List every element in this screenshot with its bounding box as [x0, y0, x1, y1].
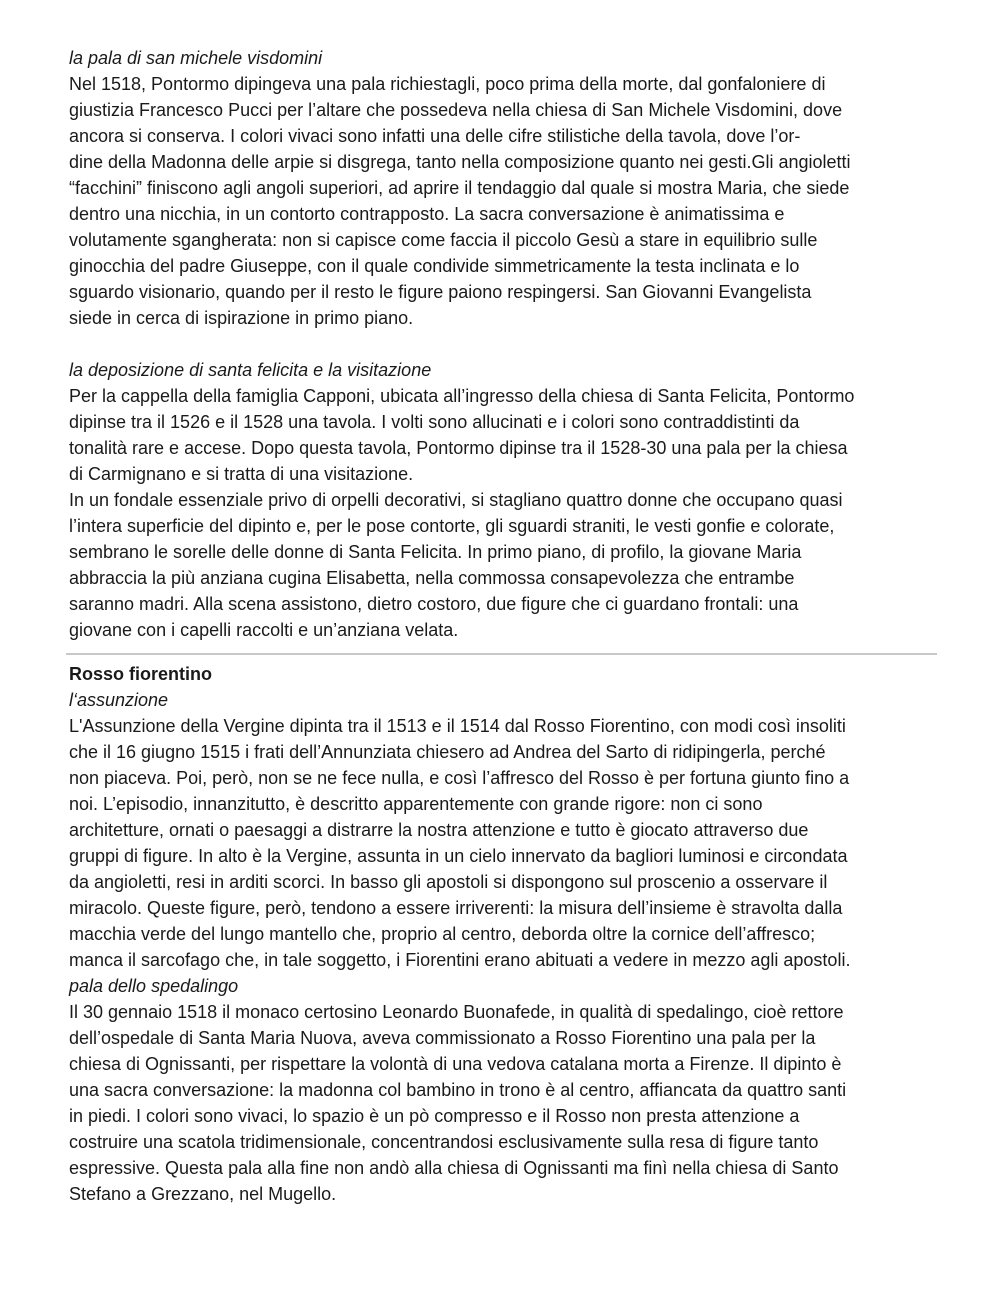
section-subtitle: la pala di san michele visdomini	[69, 48, 323, 68]
section-subtitle: la deposizione di santa felicita e la visitazione	[69, 360, 432, 380]
section-santa-felicita	[69, 357, 931, 643]
section-subtitle: pala dello spedalingo	[69, 976, 239, 996]
section-subtitle: l‘assunzione	[69, 690, 169, 710]
section-paragraph: In un fondale essenziale privo di orpelli decorativi, si stagliano quattro donne che occupano quasi l’intera superficie del dipinto e, per le pose contorte, gli sguardi straniti, le vesti gonfie e colorate, sembrano le sorelle delle donne di Santa Felicita. In primo piano, di profilo, la giovane Maria abbraccia la più anziana cugina Elisabetta, nella commossa consapevolezza che entrambe saranno madri. Alla scena assistono, dietro costoro, due figure che ci guardano frontali: una giovane con i capelli raccolti e un’anziana velata.	[69, 490, 843, 640]
section-san-michele-visdomini	[69, 45, 931, 331]
section-paragraph: Il 30 gennaio 1518 il monaco certosino Leonardo Buonafede, in qualità di spedalingo, cioè rettore dell’ospedale di Santa Maria Nuova, aveva commissionato a Rosso Fiorentino una pala per la chiesa di Ognissanti, per rispettare la volontà di una vedova catalana morta a Firenze. Il dipinto è una sacra conversazione: la madonna col bambino in trono è al centro, affiancata da quattro santi in piedi. I colori sono vivaci, lo spazio è un pò compresso e il Rosso non presta attenzione a costruire una scatola tridimensionale, concentrandosi esclusivamente sulla resa di figure tanto espressive. Questa pala alla fine non andò alla chiesa di Ognissanti ma finì nella chiesa di Santo Stefano a Grezzano, nel Mugello.	[69, 1002, 847, 1204]
section-rosso-fiorentino	[69, 661, 931, 1207]
section-paragraph: Nel 1518, Pontormo dipingeva una pala richiestagli, poco prima della morte, dal gonfaloniere di giustizia Francesco Pucci per l’altare che possedeva nella chiesa di San Michele Visdomini, dove ancora si conserva. I colori vivaci sono infatti una delle cifre stilistiche della tavola, dove l’or- dine della Madonna delle arpie si disgrega, tanto nella composizione quanto nei gesti.Gli angioletti “facchini” finiscono agli angoli superiori, ad aprire il tendaggio dal quale si mostra Maria, che siede dentro una nicchia, in un contorto contrapposto. La sacra conversazione è animatissima e volutamente sgangherata: non si capisce come faccia il piccolo Gesù a stare in equilibrio sulle ginocchia del padre Giuseppe, con il quale condivide simmetricamente la testa inclinata e lo sguardo visionario, quando per il resto le figure paiono respingersi. San Giovanni Evangelista siede in cerca di ispirazione in primo piano.	[69, 74, 851, 328]
paragraph-spacer	[69, 331, 931, 357]
section-paragraph: Per la cappella della famiglia Capponi, ubicata all’ingresso della chiesa di Santa Felicita, Pontormo dipinse tra il 1526 e il 1528 una tavola. I volti sono allucinati e i colori sono contraddistinti da tonalità rare e accese. Dopo questa tavola, Pontormo dipinse tra il 1528-30 una pala per la chiesa di Carmignano e si tratta di una visitazione.	[69, 386, 855, 484]
document-page	[69, 45, 931, 1207]
section-heading: Rosso fiorentino	[69, 664, 212, 684]
section-divider	[66, 653, 937, 655]
section-paragraph: L'Assunzione della Vergine dipinta tra il 1513 e il 1514 dal Rosso Fiorentino, con modi così insoliti che il 16 giugno 1515 i frati dell’Annunziata chiesero ad Andrea del Sarto di ridipingerla, perché non piaceva. Poi, però, non se ne fece nulla, e così l’affresco del Rosso è per fortuna giunto fino a noi. L’episodio, innanzitutto, è descritto apparentemente con grande rigore: non ci sono architetture, ornati o paesaggi a distrarre la nostra attenzione e tutto è giocato attraverso due gruppi di figure. In alto è la Vergine, assunta in un cielo innervato da bagliori luminosi e circondata da angioletti, resi in arditi scorci. In basso gli apostoli si dispongono sul proscenio a osservare il miracolo. Queste figure, però, tendono a essere irriverenti: la misura dell’insieme è stravolta dalla macchia verde del lungo mantello che, proprio al centro, deborda oltre la cornice dell’affresco; manca il sarcofago che, in tale soggetto, i Fiorentini erano abituati a vedere in mezzo agli apostoli.	[69, 716, 851, 970]
